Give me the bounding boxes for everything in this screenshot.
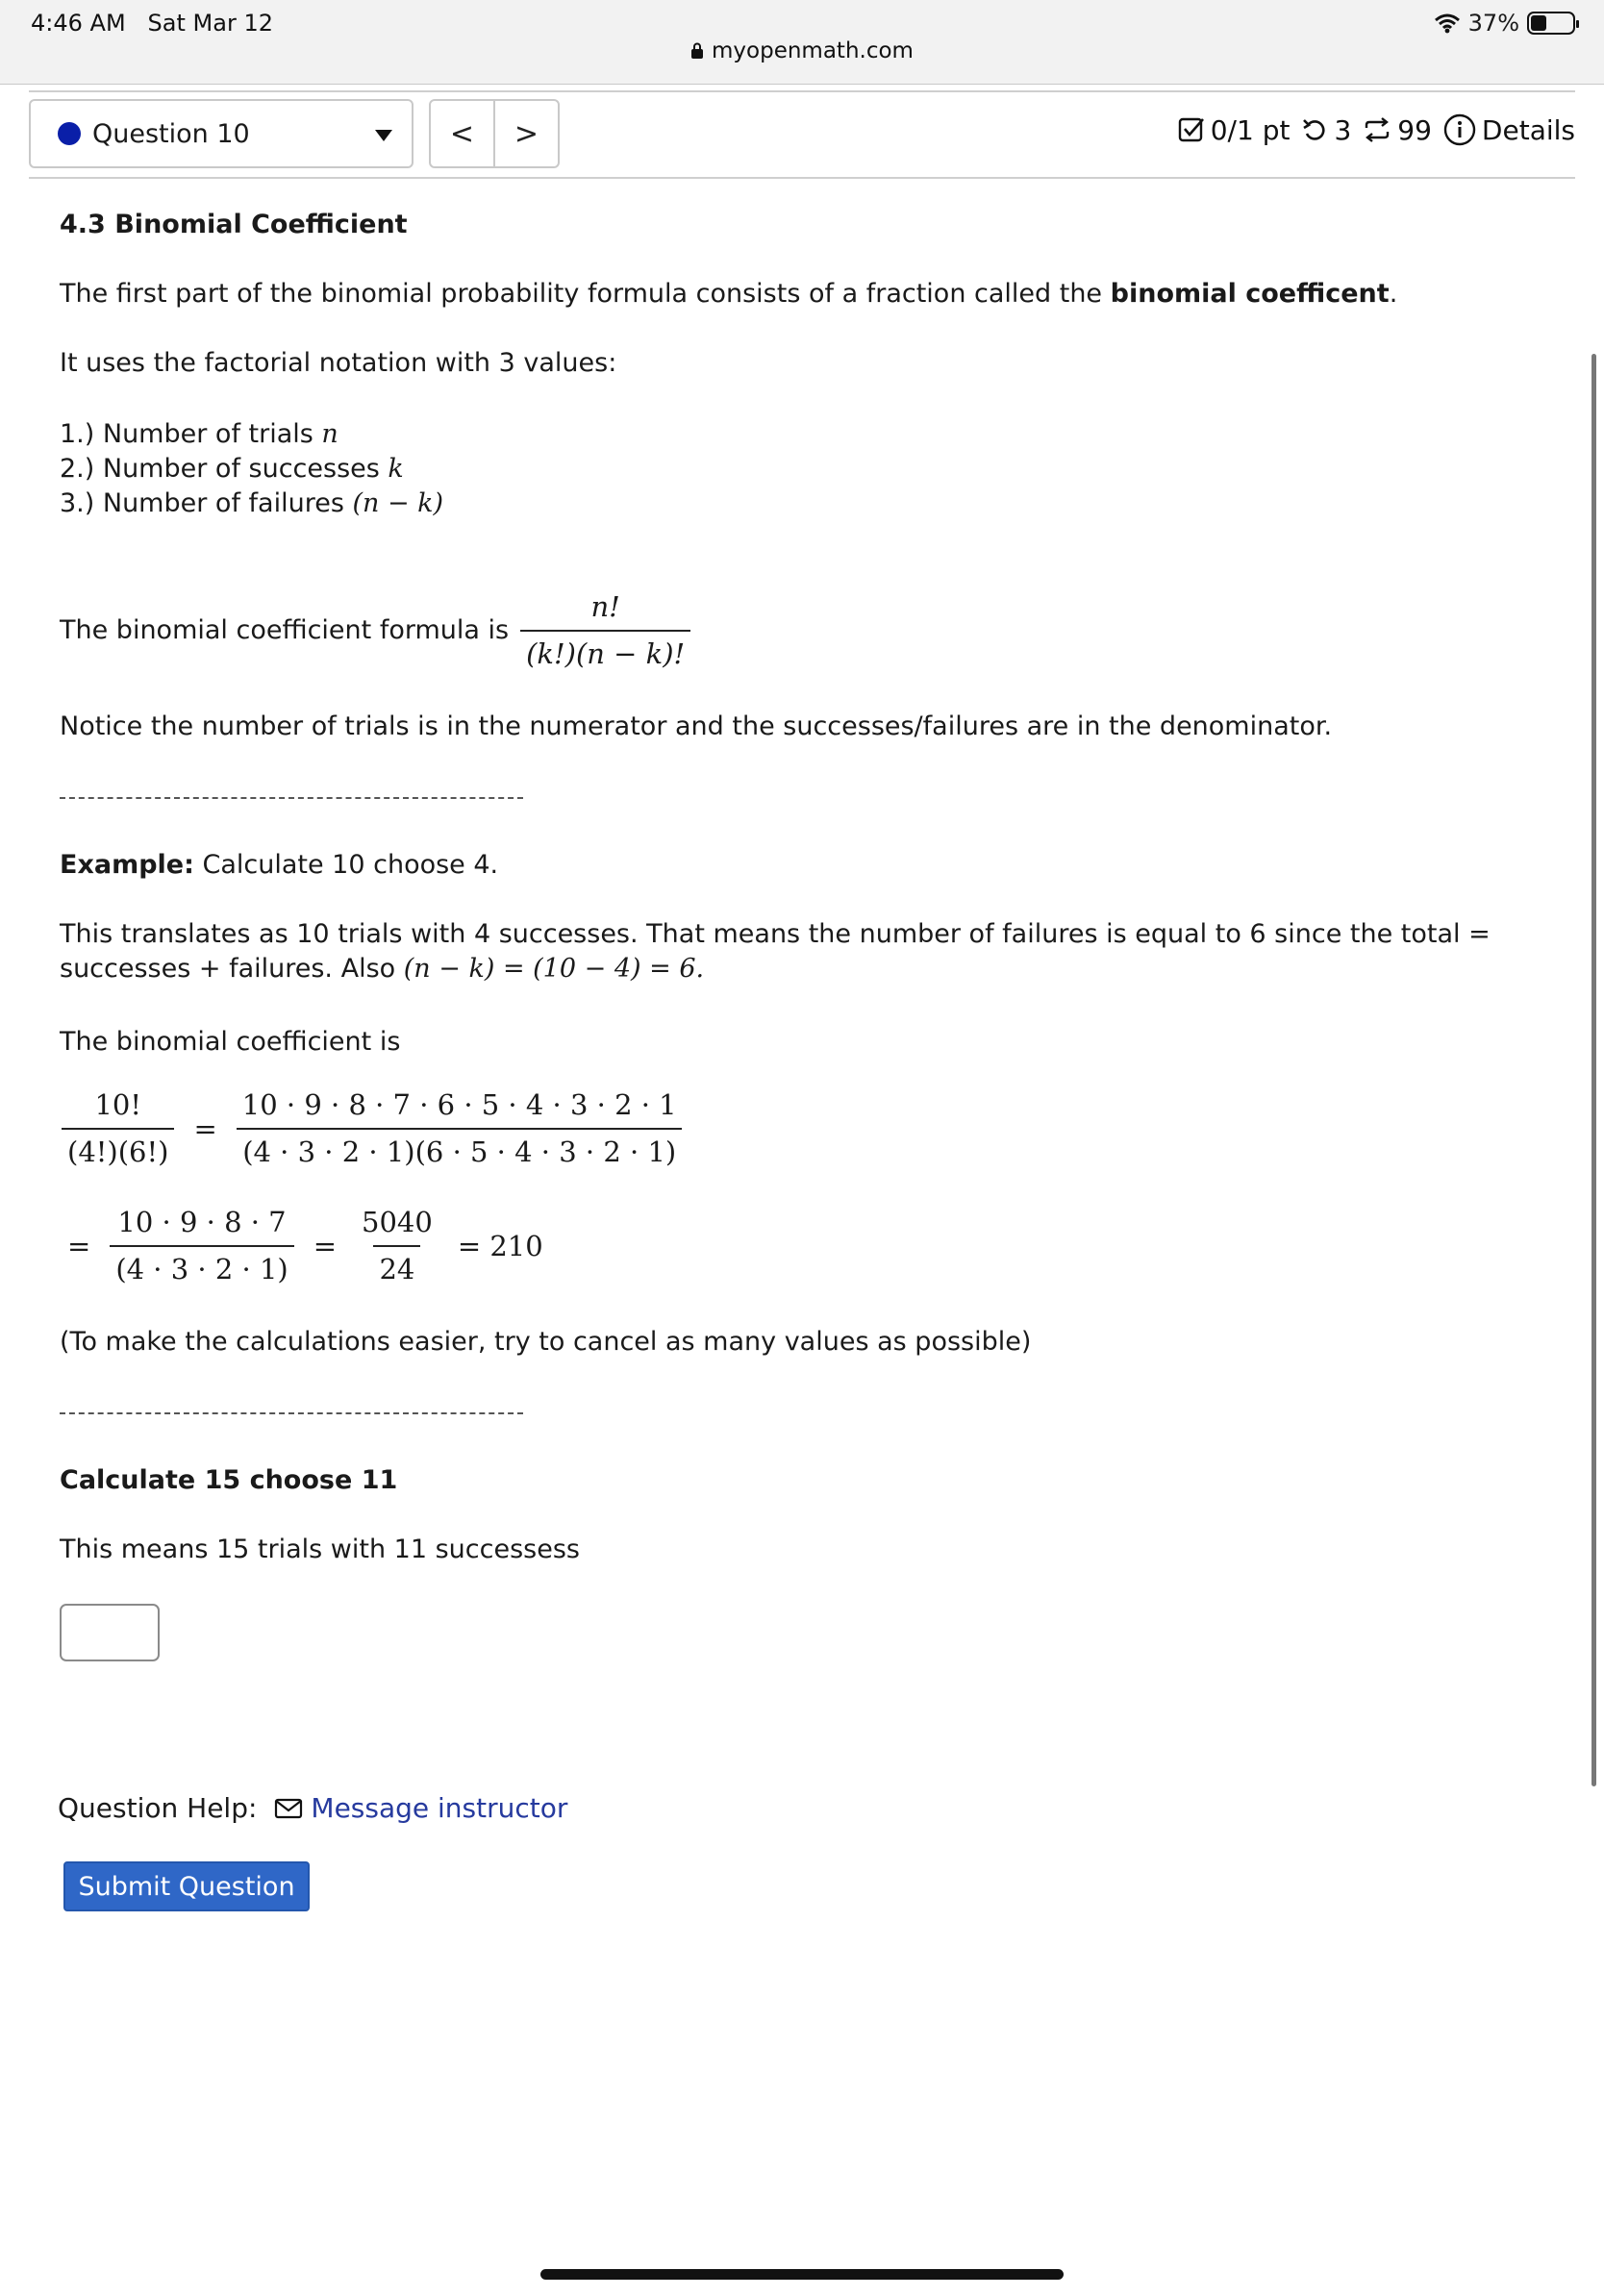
fraction: $\frac{5040}{24}$ [356,1204,439,1288]
url-text: myopenmath.com [712,38,914,63]
attempts-group [1363,114,1432,146]
info-icon [1443,113,1476,146]
section-title: 4.3 Binomial Coefficient [60,210,408,239]
details-label: Details [1481,113,1575,146]
wifi-icon [1434,12,1461,34]
battery-icon [1527,12,1575,35]
question-help [58,1792,567,1824]
divider [29,90,1575,92]
status-time: 4:46 AM Sat Mar 12 [31,10,273,37]
retries-count: 3 [1334,113,1352,146]
intro-paragraph: The first part of the binomial probability formula consists of a fraction called the binomial coefficent. [60,279,1398,309]
status-right [1434,10,1575,37]
formula-fraction: $\frac{n!}{(k!)(n - k)!}$ [520,588,690,673]
equation-line-1: $\frac{10!}{(4!)(6!)}$ = $\frac{10 \cdot 9 \cdot 8 \cdot 7 \cdot 6 \cdot 5 \cdot 4 \cdot 3 \cdot 2 \cdot 1}{(4 \cdot 3 \cdot 2 \cdot 1)(6 \cdot 5 \cdot 4 \cdot 3 \cdot 2 \cdot 1)}$ [62,1086,683,1171]
equation-line-2: = $\frac{10 \cdot 9 \cdot 8 \cdot 7}{(4 \cdot 3 \cdot 2 \cdot 1)}$ = $\frac{5040}{24}$ = 210 [67,1204,543,1288]
list-item: 1.) Number of trials n [60,419,338,449]
details-button[interactable] [1443,113,1575,146]
question-label: Question 10 [92,118,250,149]
caret-down-icon [375,130,392,141]
cancel-note: (To make the calculations easier, try to cancel as many values as possible) [60,1327,1032,1357]
url-bar[interactable] [0,38,1604,63]
retries-group [1301,114,1351,146]
help-label: Question Help: [58,1792,258,1824]
repeat-icon [1363,116,1391,143]
list-item: 3.) Number of failures (n − k) [60,488,444,518]
divider [0,84,1604,85]
answer-input[interactable] [60,1604,160,1661]
question-nav-buttons [429,99,560,168]
status-dot-icon [58,122,81,145]
fraction: $\frac{10!}{(4!)(6!)}$ [62,1086,174,1171]
uses-text: It uses the factorial notation with 3 values: [60,348,617,378]
fraction: $\frac{10 \cdot 9 \cdot 8 \cdot 7 \cdot 6 \cdot 5 \cdot 4 \cdot 3 \cdot 2 \cdot 1}{(4 \cdot 3 \cdot 2 \cdot 1)(6 \cdot 5 \cdot 4 \cdot 3 \cdot 2 \cdot 1)}$ [237,1086,683,1171]
translate-line-2: successes + failures. Also (n − k) = (10 − 4) = 6. [60,954,705,984]
translate-line-1: This translates as 10 trials with 4 successes. That means the number of failures is equal to 6 since the total = [60,919,1491,949]
question-select[interactable] [29,99,414,168]
submit-question-button[interactable]: Submit Question [63,1861,310,1911]
prev-question-button[interactable]: < [449,116,475,151]
score-text: 0/1 pt [1210,113,1291,146]
question-info [1178,113,1575,146]
attempts-count: 99 [1397,113,1432,146]
dashed-divider [60,1412,523,1414]
example-text: Example: Calculate 10 choose 4. [60,850,499,880]
home-indicator[interactable] [540,2269,1064,2280]
task-description: This means 15 trials with 11 successess [60,1535,580,1564]
coef-is-text: The binomial coefficient is [60,1027,401,1057]
score-group [1178,114,1291,146]
battery-percent: 37% [1467,10,1519,37]
next-question-button[interactable]: > [493,101,558,166]
list-item: 2.) Number of successes k [60,454,404,484]
checkbox-icon [1178,116,1205,143]
undo-icon [1301,116,1328,143]
scrollbar[interactable] [1591,354,1596,1786]
notice-text: Notice the number of trials is in the numerator and the successes/failures are in the denominator. [60,711,1333,741]
formula-line: The binomial coefficient formula is $\frac{n!}{(k!)(n - k)!}$ [60,588,690,673]
task-title: Calculate 15 choose 11 [60,1465,398,1495]
divider [29,177,1575,179]
dashed-divider [60,797,523,799]
mail-icon [274,1798,303,1819]
fraction: $\frac{10 \cdot 9 \cdot 8 \cdot 7}{(4 \cdot 3 \cdot 2 \cdot 1)}$ [110,1204,293,1288]
lock-icon [690,42,704,60]
message-instructor-link[interactable]: Message instructor [274,1792,567,1824]
status-bar [0,0,1604,85]
